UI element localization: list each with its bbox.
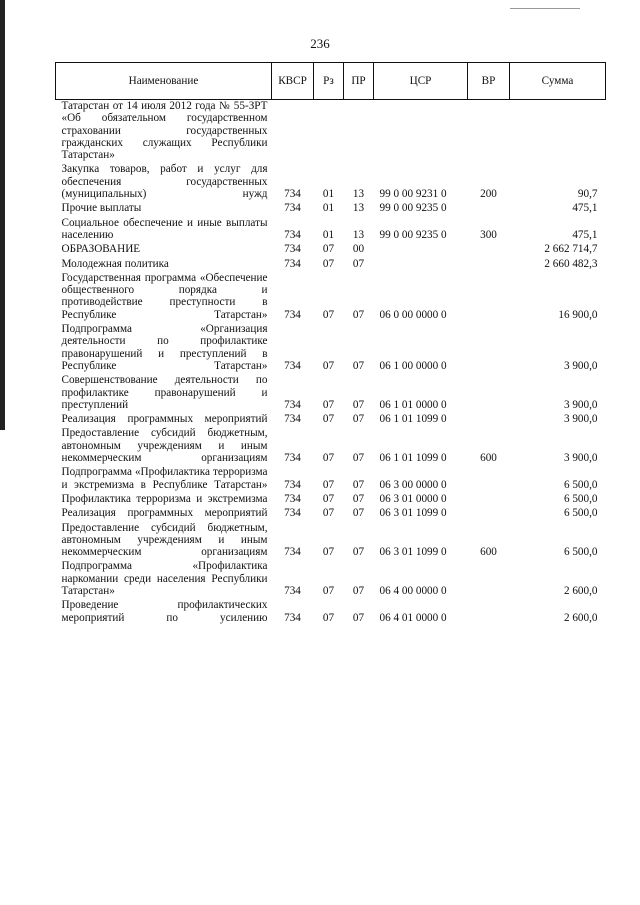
row-kvsr: 734 — [284, 507, 301, 520]
row-vr — [468, 413, 510, 427]
row-name: Совершенствование деятельности по профилактике правонарушений и преступлений — [61, 374, 268, 411]
row-name: Государственная программа «Обеспечение общественного порядка и противодействие преступности в Республике Татарстан» — [61, 271, 268, 321]
row-pr: 07 — [352, 452, 365, 465]
table-row — [56, 258, 606, 272]
row-csr: 06 3 01 0000 0 — [379, 492, 447, 505]
row-sum: 6 500,0 — [563, 478, 598, 491]
row-pr: 07 — [352, 308, 365, 321]
row-pr: 07 — [352, 584, 365, 597]
row-name: Подпрограмма «Профилактика терроризма и экстремизма в Республике Татарстан» — [61, 466, 268, 491]
row-kvsr: 734 — [284, 546, 301, 559]
row-csr — [374, 100, 468, 164]
row-pr: 13 — [352, 228, 365, 241]
row-name: Предоставление субсидий бюджетным, автономным учреждениям и иным некоммерческим организациям — [61, 521, 268, 559]
page-number: 236 — [310, 36, 330, 51]
row-pr: 13 — [352, 188, 365, 201]
header-row — [56, 63, 606, 100]
row-rz: 07 — [322, 507, 335, 520]
row-pr: 07 — [352, 478, 365, 491]
row-vr — [468, 560, 510, 599]
row-vr — [468, 599, 510, 626]
row-pr: 07 — [352, 546, 365, 559]
header-rz: Рз — [314, 63, 344, 100]
row-kvsr: 734 — [284, 452, 301, 465]
row-name: Социальное обеспечение и иные выплаты населению — [61, 216, 268, 241]
row-rz: 07 — [322, 546, 335, 559]
row-sum: 90,7 — [577, 188, 598, 201]
table-row — [56, 217, 606, 244]
row-pr: 07 — [352, 257, 365, 270]
table-row — [56, 202, 606, 216]
row-rz: 07 — [322, 413, 335, 426]
row-sum: 475,1 — [572, 228, 598, 241]
row-csr: 06 3 01 1099 0 — [379, 546, 447, 559]
row-rz: 07 — [322, 398, 335, 411]
row-csr: 99 0 00 9231 0 — [379, 188, 447, 201]
row-rz: 07 — [322, 257, 335, 270]
row-name: Предоставление субсидий бюджетным, автономным учреждениям и иным некоммерческим организациям — [61, 427, 268, 465]
header-kvsr: КВСР — [272, 63, 314, 100]
row-sum: 2 600,0 — [563, 584, 598, 597]
row-kvsr: 734 — [284, 243, 301, 256]
row-rz: 07 — [322, 308, 335, 321]
row-csr: 06 1 00 0000 0 — [379, 359, 447, 372]
row-vr — [468, 466, 510, 493]
table-row — [56, 493, 606, 507]
row-pr: 07 — [352, 359, 365, 372]
row-rz: 07 — [322, 584, 335, 597]
row-pr: 07 — [352, 611, 365, 624]
row-csr: 06 0 00 0000 0 — [379, 308, 447, 321]
row-name: Молодежная политика — [61, 257, 169, 270]
header-sum: Сумма — [510, 63, 606, 100]
row-csr: 06 1 01 1099 0 — [379, 413, 447, 426]
row-vr — [468, 272, 510, 323]
row-name: Подпрограмма «Профилактика наркомании среди населения Республики Татарстан» — [61, 560, 268, 597]
row-sum: 2 600,0 — [563, 611, 598, 624]
header-vr: ВР — [468, 63, 510, 100]
row-name: Профилактика терроризма и экстремизма — [61, 492, 268, 505]
row-kvsr: 734 — [284, 584, 301, 597]
row-sum: 6 500,0 — [563, 507, 598, 520]
row-name: Прочие выплаты — [61, 202, 142, 215]
row-kvsr — [272, 100, 314, 164]
budget-table — [55, 62, 606, 626]
row-vr — [468, 202, 510, 216]
table-row — [56, 466, 606, 493]
row-vr — [468, 243, 510, 257]
row-sum: 3 900,0 — [563, 413, 598, 426]
table-row — [56, 507, 606, 521]
row-sum: 6 500,0 — [563, 492, 598, 505]
table-row — [56, 323, 606, 374]
row-csr — [374, 243, 468, 257]
row-kvsr: 734 — [284, 413, 301, 426]
row-pr: 13 — [352, 202, 365, 215]
table-row — [56, 163, 606, 202]
row-kvsr: 734 — [284, 478, 301, 491]
row-sum: 16 900,0 — [558, 308, 598, 321]
row-kvsr: 734 — [284, 202, 301, 215]
row-sum: 3 900,0 — [563, 398, 598, 411]
row-csr: 06 3 01 1099 0 — [379, 507, 447, 520]
row-csr: 06 1 01 0000 0 — [379, 398, 447, 411]
header-name: Наименование — [56, 63, 272, 100]
row-csr: 06 4 00 0000 0 — [379, 584, 447, 597]
header-csr: ЦСР — [374, 63, 468, 100]
row-name: Проведение профилактических мероприятий по усилению — [61, 599, 268, 624]
row-name: Реализация программных мероприятий — [61, 413, 268, 426]
row-sum — [510, 100, 606, 164]
row-vr — [468, 323, 510, 374]
row-rz: 07 — [322, 478, 335, 491]
row-csr: 06 1 01 1099 0 — [379, 452, 447, 465]
row-kvsr: 734 — [284, 398, 301, 411]
row-kvsr: 734 — [284, 257, 301, 270]
table-row — [56, 374, 606, 413]
row-name: ОБРАЗОВАНИЕ — [61, 243, 141, 256]
row-pr: 07 — [352, 398, 365, 411]
row-pr: 00 — [352, 243, 365, 256]
table-row — [56, 560, 606, 599]
row-rz — [314, 100, 344, 164]
row-sum: 6 500,0 — [563, 546, 598, 559]
row-sum: 2 660 482,3 — [544, 257, 598, 270]
row-vr — [468, 258, 510, 272]
row-vr: 600 — [480, 546, 497, 559]
row-pr: 07 — [352, 507, 365, 520]
row-kvsr: 734 — [284, 359, 301, 372]
row-name: Татарстан от 14 июля 2012 года № 55-ЗРТ «Об обязательном государственном страховании государственных гражданских служащих Республики Татарстан» — [61, 100, 268, 162]
table-row — [56, 599, 606, 626]
header-pr: ПР — [344, 63, 374, 100]
row-csr: 06 4 01 0000 0 — [379, 611, 447, 624]
row-csr: 99 0 00 9235 0 — [379, 202, 447, 215]
table-row — [56, 427, 606, 466]
row-rz: 07 — [322, 611, 335, 624]
row-csr: 99 0 00 9235 0 — [379, 228, 447, 241]
row-name: Реализация программных мероприятий — [61, 507, 268, 520]
row-sum: 3 900,0 — [563, 359, 598, 372]
row-kvsr: 734 — [284, 492, 301, 505]
row-kvsr: 734 — [284, 308, 301, 321]
scan-edge-mark — [0, 0, 5, 430]
row-vr: 200 — [480, 188, 497, 201]
scan-top-line — [510, 8, 580, 9]
row-rz: 01 — [322, 228, 335, 241]
row-sum: 2 662 714,7 — [544, 243, 598, 256]
row-sum: 3 900,0 — [563, 452, 598, 465]
row-name: Подпрограмма «Организация деятельности по профилактике правонарушений и преступлений в Республике Татарстан» — [61, 323, 268, 372]
table-row — [56, 100, 606, 164]
row-csr: 06 3 00 0000 0 — [379, 478, 447, 491]
row-pr: 07 — [352, 413, 365, 426]
row-rz: 07 — [322, 243, 335, 256]
table-row — [56, 522, 606, 561]
row-vr — [468, 374, 510, 413]
row-name: Закупка товаров, работ и услуг для обеспечения государственных (муниципальных) нужд — [61, 163, 268, 201]
row-sum: 475,1 — [572, 202, 598, 215]
row-pr: 07 — [352, 492, 365, 505]
row-vr — [468, 493, 510, 507]
row-rz: 01 — [322, 202, 335, 215]
table-row — [56, 413, 606, 427]
row-rz: 07 — [322, 492, 335, 505]
row-vr: 600 — [480, 452, 497, 465]
row-pr — [344, 100, 374, 164]
row-rz: 07 — [322, 359, 335, 372]
table-row — [56, 272, 606, 323]
row-vr — [468, 100, 510, 164]
row-csr — [374, 258, 468, 272]
row-vr — [468, 507, 510, 521]
row-kvsr: 734 — [284, 228, 301, 241]
table-row — [56, 243, 606, 257]
row-vr: 300 — [480, 228, 497, 241]
row-kvsr: 734 — [284, 611, 301, 624]
table-body — [56, 100, 606, 626]
row-rz: 01 — [322, 188, 335, 201]
row-rz: 07 — [322, 452, 335, 465]
row-kvsr: 734 — [284, 188, 301, 201]
